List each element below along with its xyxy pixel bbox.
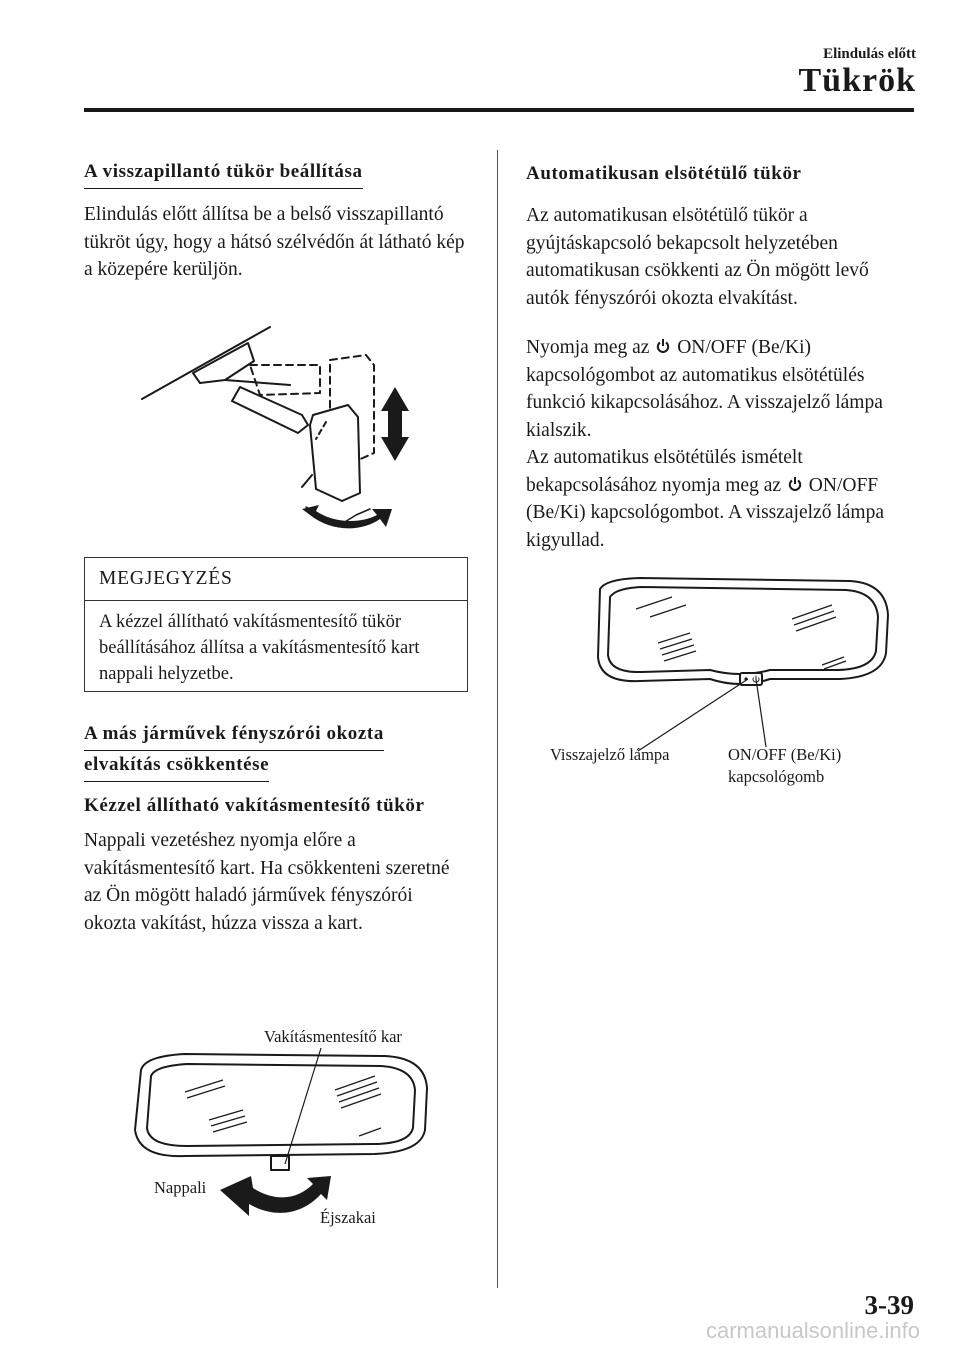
- rotate-arrow-icon: [302, 505, 392, 528]
- subheading-manual-mirror: Kézzel állítható vakításmentesítő tükör: [84, 795, 425, 816]
- section-heading-mirror-adjust: [84, 158, 363, 189]
- label-onoff-switch: [728, 744, 841, 788]
- label-indicator-lamp: Visszajelző lámpa: [550, 745, 670, 764]
- label-lever: Vakításmentesítő kar: [264, 1027, 402, 1046]
- para-turn-on-a: Az automatikus elsötétülés ismételt bekapcsolásához nyomja meg az: [526, 447, 803, 496]
- note-box: [84, 557, 468, 692]
- label-onoff-switch-line2: kapcsológomb: [728, 767, 825, 786]
- heading-glare-line1: A más járművek fényszórói okozta: [84, 720, 384, 751]
- para-turn-off: [526, 334, 906, 444]
- label-day: Nappali: [154, 1178, 207, 1197]
- note-text: A kézzel állítható vakításmentesítő tükör beállításához állítsa a vakításmentesítő kart nappali helyzetbe.: [99, 612, 420, 684]
- note-title: MEGJEGYZÉS: [85, 558, 467, 601]
- para-turn-on-b: ON/OFF (Be/Ki) kapcsológombot. A visszajelző lámpa kigyullad.: [526, 474, 884, 551]
- subheading-auto-mirror: Automatikusan elsötétülő tükör: [526, 163, 802, 184]
- page-number: 3-39: [864, 1290, 914, 1320]
- para-turn-on: [526, 444, 906, 554]
- manual-mirror-figure: [125, 1040, 445, 1230]
- power-icon: [656, 338, 670, 354]
- para-mirror-adjust: Elindulás előtt állítsa be a belső visszapillantó tükröt úgy, hogy a hátsó szélvédőn át látható kép a közepére kerüljön.: [84, 204, 465, 280]
- para-turn-off-b: ON/OFF (Be/Ki) kapcsológombot az automatikus elsötétülés funkció kikapcsolásához. A visszajelző lámpa kialszik.: [526, 337, 883, 441]
- para-turn-off-a: Nyomja meg az: [526, 337, 650, 358]
- day-night-arrow-icon: [220, 1176, 331, 1216]
- vertical-arrow-icon: [381, 387, 409, 461]
- auto-mirror-figure: [540, 575, 900, 745]
- heading-glare-line2: elvakítás csökkentése: [84, 751, 269, 782]
- power-icon: [788, 476, 802, 492]
- header-rule: [84, 108, 914, 112]
- mirror-adjust-figure: [130, 325, 430, 535]
- label-night: Éjszakai: [320, 1208, 376, 1227]
- label-onoff-switch-line1: ON/OFF (Be/Ki): [728, 745, 842, 764]
- para-auto-mirror: Az automatikusan elsötétülő tükör a gyújtáskapcsoló bekapcsolt helyzetében automatikusan csökkenti az Ön mögött levő autók fényszórói okozta elvakítást.: [526, 205, 869, 309]
- heading-mirror-adjust: A visszapillantó tükör beállítása: [84, 158, 363, 189]
- chapter-title: Elindulás előtt: [823, 46, 916, 62]
- watermark: carmanualsonline.info: [705, 1318, 920, 1343]
- page-title: Tükrök: [798, 62, 916, 99]
- column-divider: [497, 150, 498, 1288]
- para-manual-mirror: Nappali vezetéshez nyomja előre a vakításmentesítő kart. Ha csökkenteni szeretné az Ön mögött haladó járművek fényszórói okozta vakítást, húzza vissza a kart.: [84, 830, 450, 934]
- section-heading-glare: [84, 720, 484, 782]
